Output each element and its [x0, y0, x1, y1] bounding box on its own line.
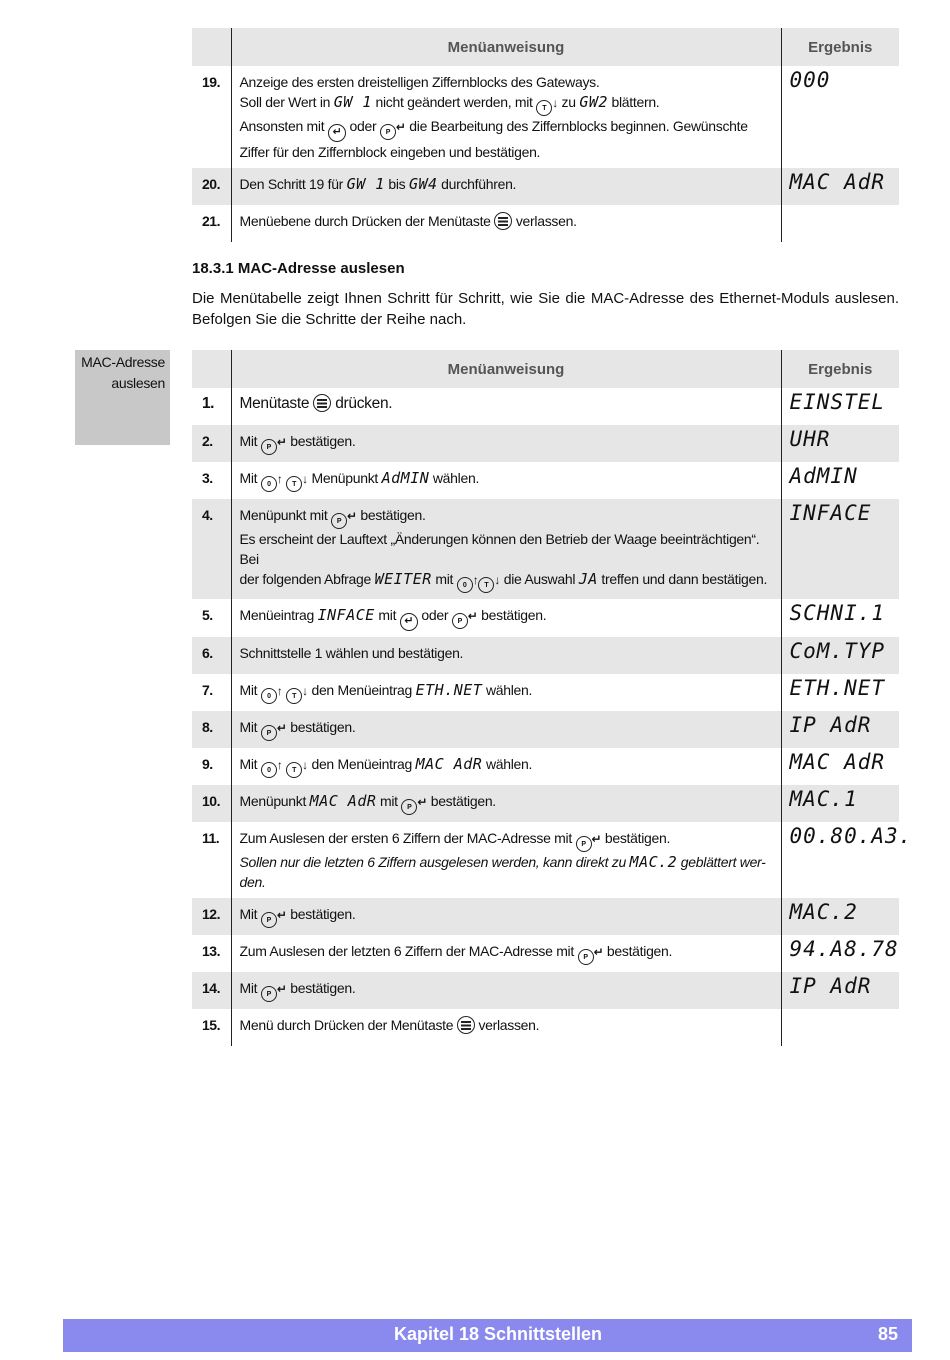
table-row: [192, 785, 899, 822]
tare-key-icon: T: [536, 100, 552, 116]
arrow-down-icon: ↓: [302, 472, 308, 486]
step-instruction: Zum Auslesen der letzten 6 Ziffern der MAC-Adresse mit P ↵ bestätigen.: [231, 935, 781, 972]
step-result: MAC.2: [781, 898, 899, 935]
step-result: [781, 205, 899, 242]
print-key-icon: P: [261, 725, 277, 741]
table-row: [192, 637, 899, 674]
zero-key-icon: 0: [261, 476, 277, 492]
step-result: MAC AdR: [789, 750, 886, 774]
table-row: [192, 822, 899, 898]
margin-label: MAC-Adresse auslesen: [75, 350, 170, 445]
step-number: 1.: [202, 395, 214, 412]
table-row: [192, 205, 899, 242]
table-row: [192, 388, 899, 425]
print-key-icon: P: [261, 986, 277, 1002]
step-number: 12.: [192, 898, 231, 935]
display-text: MAC AdR: [309, 792, 377, 810]
table-row: [192, 599, 899, 637]
step-number: 2.: [192, 425, 231, 462]
header-instruction: Menüanweisung: [231, 350, 781, 388]
enter-arrow-icon: ↵: [276, 721, 287, 735]
zero-key-icon: 0: [457, 577, 473, 593]
print-key-icon: P: [576, 836, 592, 852]
step-result: UHR: [781, 425, 899, 462]
step-result: INFACE: [781, 499, 899, 599]
step-instruction: Zum Auslesen der ersten 6 Ziffern der MAC-Adresse mit P ↵ bestätigen. Sollen nur die letzten 6 Ziffern ausgelesen werden, kann direkt zu MAC.2 geblättert wer- den.: [231, 822, 781, 898]
arrow-up-icon: ↑: [276, 758, 283, 772]
step-number: 3.: [202, 470, 213, 486]
step-number: 13.: [202, 943, 220, 959]
step-instruction: Mit P ↵ bestätigen.: [231, 711, 781, 748]
step-result: 000: [789, 68, 831, 92]
display-text: JA: [578, 570, 598, 588]
enter-key-icon: ↵: [328, 124, 346, 142]
menu-key-icon: [313, 394, 331, 412]
display-text: INFACE: [317, 606, 375, 624]
step-result: AdMIN: [789, 464, 858, 488]
table-row: [192, 499, 899, 599]
print-key-icon: P: [331, 513, 347, 529]
arrow-up-icon: ↑: [472, 573, 479, 587]
enter-arrow-icon: ↵: [276, 908, 287, 922]
step-result: IP AdR: [781, 711, 899, 748]
display-text: GW 1: [333, 93, 372, 111]
menu-table-mac: [192, 350, 913, 1046]
enter-arrow-icon: ↵: [467, 609, 478, 623]
chapter-title: Kapitel 18 Schnittstellen: [393, 1324, 603, 1344]
tare-key-icon: T: [286, 762, 302, 778]
step-result: CoM.TYP: [781, 637, 899, 674]
tare-key-icon: T: [478, 577, 494, 593]
step-number: 21.: [202, 213, 220, 229]
table-row: [192, 1009, 899, 1046]
step-number: 11.: [202, 830, 220, 846]
zero-key-icon: 0: [261, 688, 277, 704]
step-number: 15.: [202, 1017, 220, 1033]
header-instruction: Menüanweisung: [231, 28, 781, 66]
step-result: MAC AdR: [781, 168, 899, 205]
step-number: 8.: [192, 711, 231, 748]
step-number: 20.: [192, 168, 231, 205]
table-row: [192, 425, 899, 462]
enter-arrow-icon: ↵: [417, 795, 428, 809]
section-heading: 18.3.1 MAC-Adresse auslesen: [192, 260, 405, 277]
step-number: 4.: [192, 499, 231, 599]
arrow-down-icon: ↓: [302, 758, 308, 772]
step-result: IP AdR: [781, 972, 899, 1009]
step-number: 9.: [202, 756, 213, 772]
step-instruction: Mit 0 ↑ T ↓ den Menüeintrag MAC AdR wählen.: [231, 748, 781, 785]
step-result: 00.80.A3.: [789, 824, 913, 848]
step-result: SCHNI.1: [789, 601, 886, 625]
step-instruction: Menüpunkt MAC AdR mit P ↵ bestätigen.: [231, 785, 781, 822]
step-instruction: Menütaste drücken.: [231, 388, 781, 425]
display-text: AdMIN: [381, 469, 430, 487]
table-row: [192, 898, 899, 935]
step-instruction: Anzeige des ersten dreistelligen Ziffernblocks des Gateways. Soll der Wert in GW 1 nicht geändert werden, mit T ↓ zu GW2 blättern. Ansonsten mit ↵ oder P ↵ die Bearbeitung des Ziffernblocks beginnen. Gewünschte Ziffer für den Ziffernblock eingeben und bestätigen.: [231, 66, 781, 168]
zero-key-icon: 0: [261, 762, 277, 778]
enter-arrow-icon: ↵: [591, 832, 602, 846]
display-text: GW 1: [346, 175, 385, 193]
step-instruction: Menüpunkt mit P ↵ bestätigen. Es erscheint der Lauftext „Änderungen können den Betrieb der Waage beeinträchtigen“. Bei der folgenden Abfrage WEITER mit 0 ↑ T ↓ die Auswahl JA treffen und dann bestätigen.: [231, 499, 781, 599]
table-row: [192, 674, 899, 711]
arrow-up-icon: ↑: [276, 684, 283, 698]
enter-arrow-icon: ↵: [347, 509, 357, 523]
step-instruction: Mit 0 ↑ T ↓ den Menüeintrag ETH.NET wählen.: [231, 674, 781, 711]
enter-key-icon: ↵: [400, 613, 418, 631]
page-footer: [63, 1319, 912, 1352]
enter-arrow-icon: ↵: [276, 982, 287, 996]
step-result: 94.A8.78: [789, 937, 899, 961]
page-number: 85: [877, 1324, 898, 1344]
display-text: ETH.NET: [415, 681, 483, 699]
table-row: [192, 711, 899, 748]
arrow-down-icon: ↓: [302, 684, 308, 698]
enter-arrow-icon: ↵: [276, 435, 287, 449]
step-result: ETH.NET: [789, 676, 886, 700]
step-number: 6.: [192, 637, 231, 674]
print-key-icon: P: [380, 124, 396, 140]
step-instruction: Mit P ↵ bestätigen.: [231, 972, 781, 1009]
menu-key-icon: [457, 1016, 475, 1034]
display-text: GW4: [408, 175, 438, 193]
step-instruction: Mit 0 ↑ T ↓ Menüpunkt AdMIN wählen.: [231, 462, 781, 499]
step-number: 10.: [192, 785, 231, 822]
tare-key-icon: T: [286, 476, 302, 492]
table-row: [192, 66, 899, 168]
enter-arrow-icon: ↵: [593, 945, 604, 959]
arrow-down-icon: ↓: [552, 96, 558, 110]
step-instruction: Menüeintrag INFACE mit ↵ oder P ↵ bestätigen.: [231, 599, 781, 637]
arrow-up-icon: ↑: [276, 472, 283, 486]
arrow-down-icon: ↓: [494, 573, 501, 587]
header-result: Ergebnis: [781, 28, 899, 66]
enter-arrow-icon: ↵: [395, 120, 406, 134]
step-result: [781, 1009, 899, 1046]
step-number: 5.: [202, 607, 213, 623]
step-instruction: Schnittstelle 1 wählen und bestätigen.: [231, 637, 781, 674]
print-key-icon: P: [401, 799, 417, 815]
table-row: [192, 462, 899, 499]
print-key-icon: P: [261, 912, 277, 928]
step-instruction: Menü durch Drücken der Menütaste verlassen.: [231, 1009, 781, 1046]
table-row: [192, 748, 899, 785]
menu-table-gateway: [192, 28, 899, 242]
step-result: EINSTEL: [789, 390, 886, 414]
step-number: 19.: [202, 74, 220, 90]
table-header-row: [192, 28, 899, 66]
header-result: Ergebnis: [781, 350, 899, 388]
section-intro: Die Menütabelle zeigt Ihnen Schritt für Schritt, wie Sie die MAC-Adresse des Ethernet-Moduls auslesen. Befolgen Sie die Schritte der Reihe nach.: [192, 290, 899, 328]
display-text: WEITER: [374, 570, 432, 588]
step-result: MAC.1: [781, 785, 899, 822]
print-key-icon: P: [452, 613, 468, 629]
print-key-icon: P: [578, 949, 594, 965]
menu-key-icon: [494, 212, 512, 230]
step-instruction: Menüebene durch Drücken der Menütaste verlassen.: [231, 205, 781, 242]
display-text: MAC.2: [629, 853, 678, 871]
step-number: 14.: [192, 972, 231, 1009]
step-instruction: Mit P ↵ bestätigen.: [231, 425, 781, 462]
tare-key-icon: T: [286, 688, 302, 704]
step-instruction: Den Schritt 19 für GW 1 bis GW4 durchführen.: [231, 168, 781, 205]
step-number: 7.: [202, 682, 213, 698]
step-instruction: Mit P ↵ bestätigen.: [231, 898, 781, 935]
display-text: MAC AdR: [415, 755, 483, 773]
header-num: [192, 350, 231, 388]
display-text: GW2: [579, 93, 608, 111]
print-key-icon: P: [261, 439, 277, 455]
header-num: [192, 28, 231, 66]
table-row: [192, 935, 899, 972]
table-row: [192, 168, 899, 205]
table-row: [192, 972, 899, 1009]
table-header-row: [192, 350, 899, 388]
